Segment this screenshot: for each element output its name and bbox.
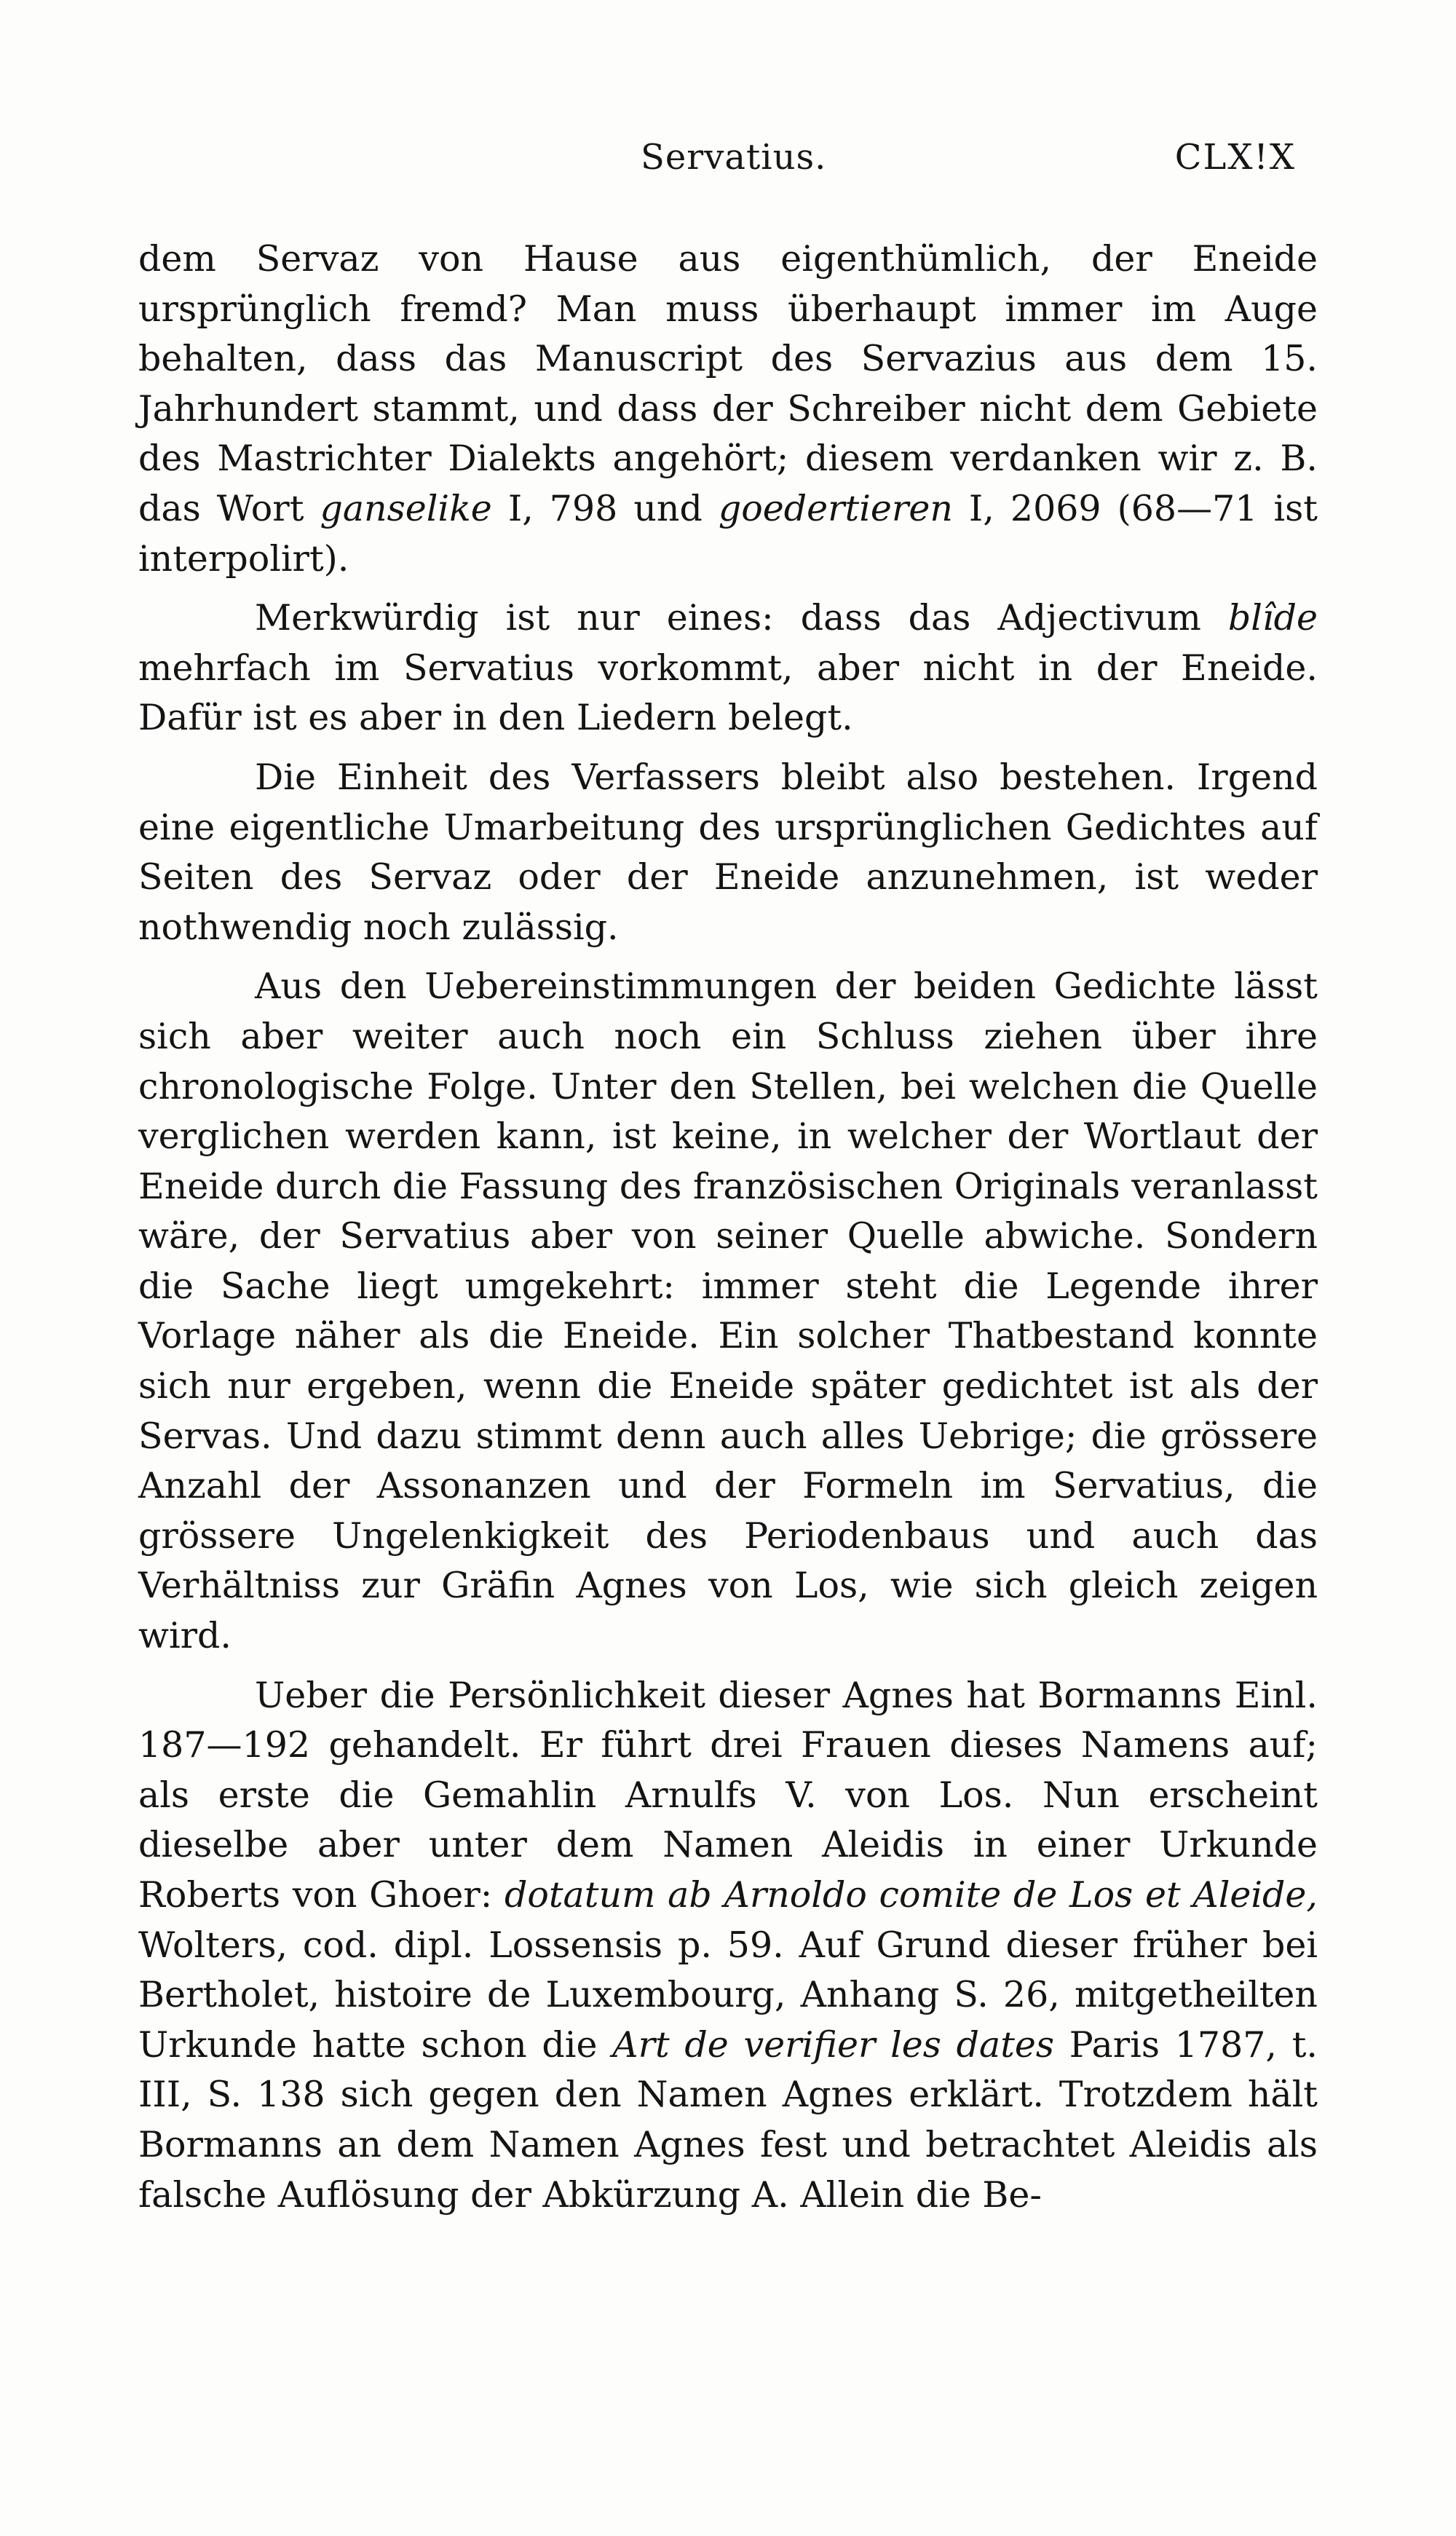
text-segment: Paris 1787, t. III, S. 138 sich gegen den Namen Agnes erklärt. Trotzdem hält Bormanns an dem Namen Agnes fest und betrachtet Aleidis als falsche Auflösung der Abkürzung A. Allein die Be- bbox=[138, 2023, 1318, 2216]
running-title: Servatius. bbox=[641, 137, 827, 178]
paragraph bbox=[138, 753, 1318, 952]
italic-title: Art de verifier les dates bbox=[612, 2023, 1055, 2066]
text-segment: I, 2069 (68—71 ist interpolirt). bbox=[138, 487, 1318, 580]
text-segment: Wolters, cod. dipl. Lossensis p. 59. Auf Grund dieser früher bei Bertholet, histoire de Luxembourg, Anhang S. 26, mitgetheilten Urkunde hatte schon die bbox=[138, 1924, 1318, 2066]
paragraph bbox=[138, 234, 1318, 584]
italic-citation: dotatum ab Arnoldo comite de Los et Aleide, bbox=[504, 1874, 1318, 1916]
paragraph bbox=[138, 593, 1318, 743]
italic-term: blîde bbox=[1227, 597, 1318, 639]
text-segment: Ueber die Persönlichkeit dieser Agnes hat Bormanns Einl. 187—192 gehandelt. Er führt drei Frauen dieses Namens auf; als erste die Gemahlin Arnulfs V. von Los. Nun erscheint dieselbe aber unter dem Namen Aleidis in einer Urkunde Roberts von Ghoer: bbox=[138, 1674, 1318, 1916]
text-segment: Merkwürdig ist nur eines: dass das Adjectivum bbox=[255, 597, 1228, 639]
text-segment: I, 798 und bbox=[491, 487, 719, 529]
paragraph bbox=[138, 1671, 1318, 2221]
text-segment: dem Servaz von Hause aus eigenthümlich, der Eneide ursprünglich fremd? Man muss überhaupt immer im Auge behalten, dass das Manuscript des Servazius aus dem 15. Jahrhundert stammt, und dass der Schreiber nicht dem Gebiete des Mastrichter Dialekts angehört; diesem verdanken wir z. B. das Wort bbox=[138, 238, 1318, 529]
paragraph bbox=[138, 962, 1318, 1661]
text-segment: mehrfach im Servatius vorkommt, aber nicht in der Eneide. Dafür ist es aber in den Liedern belegt. bbox=[138, 647, 1318, 739]
text-segment: Die Einheit des Verfassers bleibt also bestehen. Irgend eine eigentliche Umarbeitung des ursprünglichen Gedichtes auf Seiten des Servaz oder der Eneide anzunehmen, ist weder nothwendig noch zulässig. bbox=[138, 756, 1318, 948]
italic-term: goedertieren bbox=[718, 487, 953, 529]
italic-term: ganselike bbox=[320, 487, 492, 529]
body-text bbox=[138, 234, 1318, 2220]
text-segment: Aus den Uebereinstimmungen der beiden Gedichte lässt sich aber weiter auch noch ein Schluss ziehen über ihre chronologische Folge. Unter den Stellen, bei welchen die Quelle verglichen werden kann, ist keine, in welcher der Wortlaut der Eneide durch die Fassung des französischen Originals veranlasst wäre, der Servatius aber von seiner Quelle abwiche. Sondern die Sache liegt umgekehrt: immer steht die Legende ihrer Vorlage näher als die Eneide. Ein solcher Thatbestand konnte sich nur ergeben, wenn die Eneide später gedichtet ist als der Servas. Und dazu stimmt denn auch alles Uebrige; die grössere Anzahl der Assonanzen und der Formeln im Servatius, die grössere Ungelenkigkeit des Periodenbaus und auch das Verhältniss zur Gräfin Agnes von Los, wie sich gleich zeigen wird. bbox=[138, 965, 1318, 1657]
page-number: CLX!X bbox=[1174, 137, 1296, 178]
page-header bbox=[138, 137, 1318, 195]
